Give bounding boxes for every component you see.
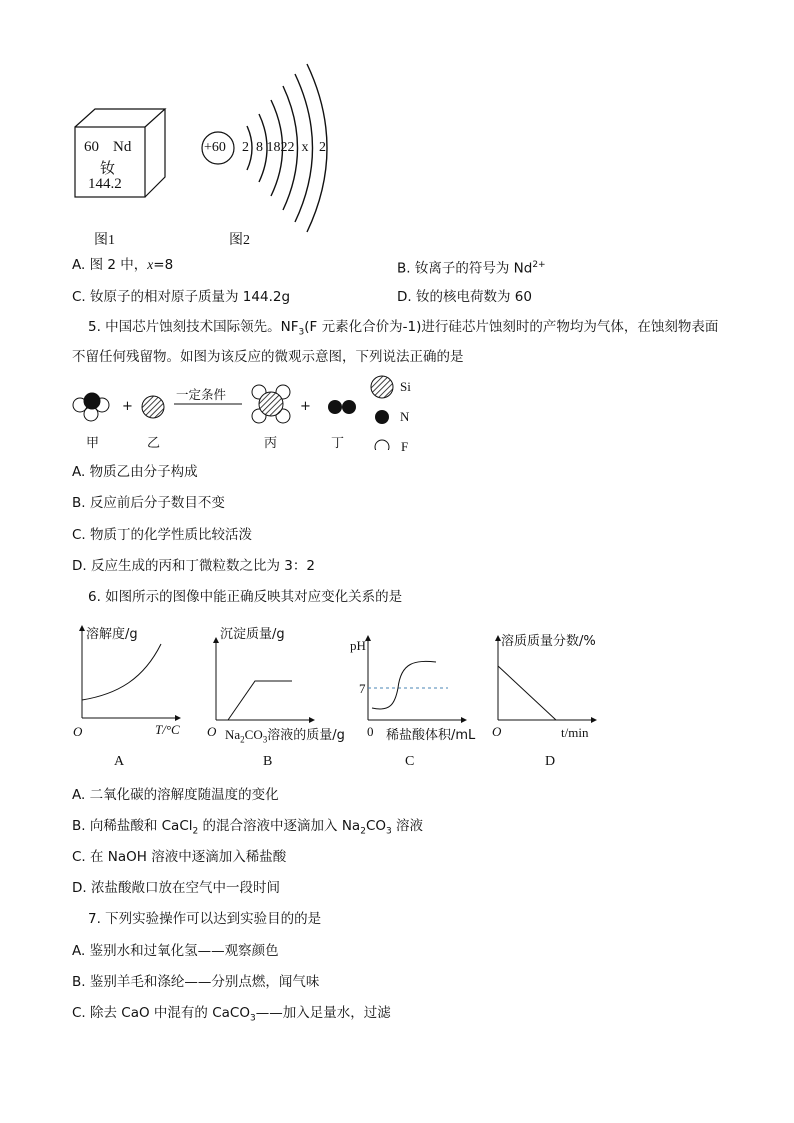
chart-d-xlabel: t/min (561, 725, 589, 740)
nucleus-charge: +60 (204, 140, 226, 155)
label-ding: 丁 (331, 436, 345, 451)
q7-stem: 7. 下列实验操作可以达到实验目的的是 (88, 911, 322, 927)
legend-f-label: F (401, 439, 409, 454)
q5-option-c: C. 物质丁的化学性质比较活泼 (72, 527, 253, 543)
element-atomic-number: 60 (84, 139, 99, 155)
chart-c-xlabel: 稀盐酸体积/mL (386, 728, 476, 743)
legend-si-symbol (371, 376, 393, 398)
q5-stem-line1: 5. 中国芯片蚀刻技术国际领先。$NF_3(F$ 元素化合价为-1)进行硅芯片蚀刻时的产物均为气体，在蚀刻物表面 (88, 319, 719, 338)
reaction-diagram (66, 370, 426, 450)
chart-b-line (228, 681, 292, 720)
legend-n-label: N (400, 409, 410, 424)
legend-si-label: Si (400, 379, 411, 394)
chart-d-ylabel: 溶质质量分数/% (501, 634, 596, 649)
chart-d-letter: D (545, 754, 556, 769)
chart-b-ylabel: 沉淀质量/g (220, 627, 285, 642)
chart-a-ylabel: 溶解度/g (86, 627, 138, 642)
q5-option-a: A. 物质乙由分子构成 (72, 464, 198, 480)
cube-top-face (75, 109, 165, 127)
atom-yi (142, 396, 164, 418)
q6-stem: 6. 如图所示的图像中能正确反映其对应变化关系的是 (88, 589, 403, 605)
element-name: 钕 (100, 159, 116, 177)
q6-option-a: A. 二氧化碳的溶解度随温度的变化 (72, 787, 279, 803)
plus-sign-1: + (122, 399, 133, 414)
q4-option-c: C. 钕原子的相对原子质量为 144.2g (72, 289, 291, 305)
chart-b-origin: O (207, 724, 217, 739)
label-bing: 丙 (264, 436, 278, 451)
q4-option-d: D. 钕的核电荷数为 60 (397, 289, 532, 305)
q5-option-b: B. 反应前后分子数目不变 (72, 495, 225, 511)
chart-a-origin: O (73, 724, 83, 739)
q7-option-b: B. 鉴别羊毛和涤纶——分别点燃，闻气味 (72, 974, 320, 990)
cube-side-face (145, 109, 165, 197)
chart-c-seven: 7 (359, 681, 366, 696)
molecule-ding (328, 400, 356, 414)
shell-electron-counts: 2 8 1822 x 2 (242, 140, 326, 155)
chart-c (360, 632, 472, 726)
label-jia: 甲 (86, 436, 100, 451)
molecule-jia (73, 393, 109, 421)
q5-option-d: D. 反应生成的丙和丁微粒数之比为 3：2 (72, 558, 315, 574)
q6-option-b: B. 向稀盐酸和 CaCl$_2$ 的混合溶液中逐滴加入 $Na_2CO_3$ 溶液 (72, 818, 424, 837)
q4-option-a: A. 图 2 中，x=8 (72, 257, 174, 273)
chart-d-origin: O (492, 724, 502, 739)
chart-b-letter: B (263, 754, 273, 769)
element-symbol: Nd (113, 139, 132, 155)
chart-a-letter: A (114, 754, 125, 769)
legend-f-symbol (375, 440, 389, 450)
q6-option-c: C. 在 NaOH 溶液中逐滴加入稀盐酸 (72, 849, 287, 865)
reaction-condition: 一定条件 (176, 387, 227, 402)
figure1-caption: 图1 (94, 233, 115, 248)
chart-c-letter: C (405, 754, 415, 769)
q5-stem-line2: 不留任何残留物。如图为该反应的微观示意图，下列说法正确的是 (72, 349, 464, 365)
chart-a-xlabel: T/°C (155, 722, 180, 737)
q6-option-d: D. 浓盐酸敞口放在空气中一段时间 (72, 880, 280, 896)
chart-b-xlabel: $Na_2CO_3$溶液的质量/g (225, 727, 345, 745)
chart-c-curve (372, 661, 436, 709)
chart-d-line (498, 666, 556, 720)
chart-c-origin: 0 (367, 724, 374, 739)
molecule-bing (252, 385, 290, 423)
q7-option-a: A. 鉴别水和过氧化氢——观察颜色 (72, 943, 279, 959)
label-yi: 乙 (147, 436, 161, 451)
q4-option-b: B. 钕离子的符号为 $Nd^{2+}$ (397, 260, 546, 277)
chart-c-ylabel: pH (350, 638, 366, 653)
chart-a-curve (82, 644, 161, 700)
element-mass: 144.2 (88, 176, 122, 192)
plus-sign-2: + (300, 399, 311, 414)
legend-n-symbol (375, 410, 389, 424)
q7-option-c: C. 除去 CaO 中混有的 CaCO$_3$——加入足量水，过滤 (72, 1005, 391, 1024)
figure2-caption: 图2 (229, 233, 250, 248)
chart-b (208, 634, 320, 726)
